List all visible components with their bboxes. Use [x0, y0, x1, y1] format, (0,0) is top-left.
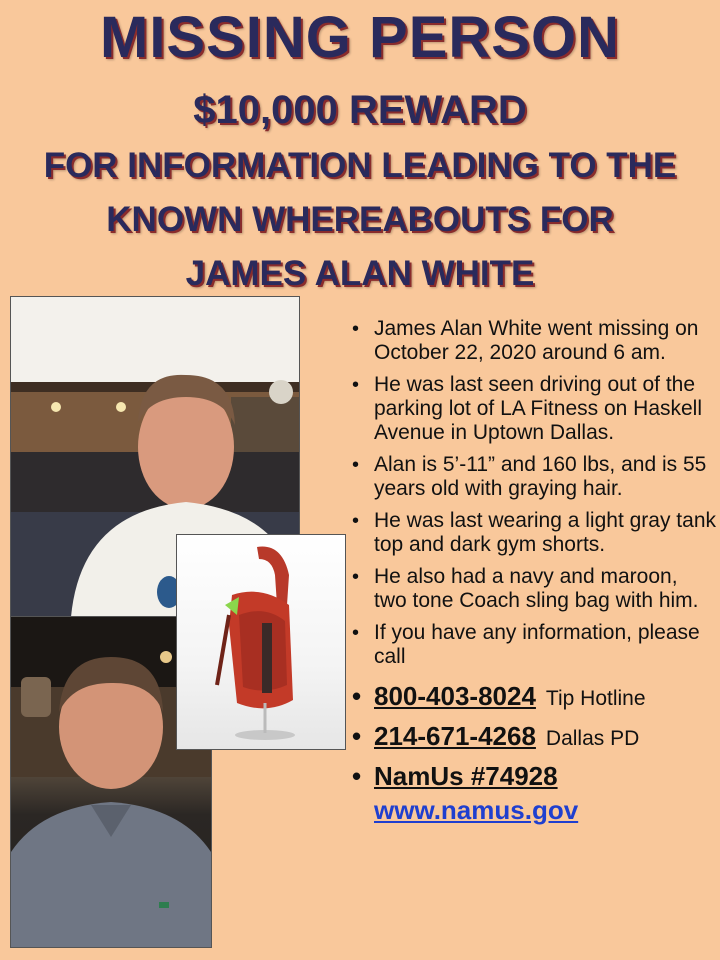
contact-namus [350, 757, 716, 795]
subheading-line-1: FOR INFORMATION LEADING TO THE [43, 146, 677, 185]
reward-heading: $10,000 REWARD [193, 88, 527, 132]
detail-missing-date: • James Alan White went missing on October 22, 2020 around 6 am. [350, 317, 716, 365]
contact-tip-hotline [350, 677, 716, 715]
detail-bag: • He also had a navy and maroon, two tone Coach sling bag with him. [350, 565, 716, 613]
tip-hotline-label: Tip Hotline [545, 687, 646, 710]
detail-call-prompt: • If you have any information, please call [350, 621, 716, 669]
contact-dallas-pd [350, 717, 716, 755]
subheading-line-2: KNOWN WHEREABOUTS FOR [106, 200, 614, 239]
photo-illustration [177, 535, 345, 749]
poster-title: MISSING PERSON [100, 5, 620, 70]
namus-website-link[interactable]: www.namus.gov [374, 795, 579, 825]
namus-case-number: NamUs #74928 [374, 761, 558, 791]
dallas-pd-label: Dallas PD [545, 727, 640, 750]
details-list [350, 317, 716, 825]
detail-description: • Alan is 5’-11” and 160 lbs, and is 55 years old with graying hair. [350, 453, 716, 501]
subheading-name: JAMES ALAN WHITE [185, 254, 535, 293]
tip-hotline-number[interactable]: 800-403-8024 [374, 681, 536, 711]
detail-clothing: • He was last wearing a light gray tank top and dark gym shorts. [350, 509, 716, 557]
dallas-pd-number[interactable]: 214-671-4268 [374, 721, 536, 751]
detail-last-seen: • He was last seen driving out of the parking lot of LA Fitness on Haskell Avenue in Uptown Dallas. [350, 373, 716, 445]
sling-bag-photo [176, 534, 346, 750]
